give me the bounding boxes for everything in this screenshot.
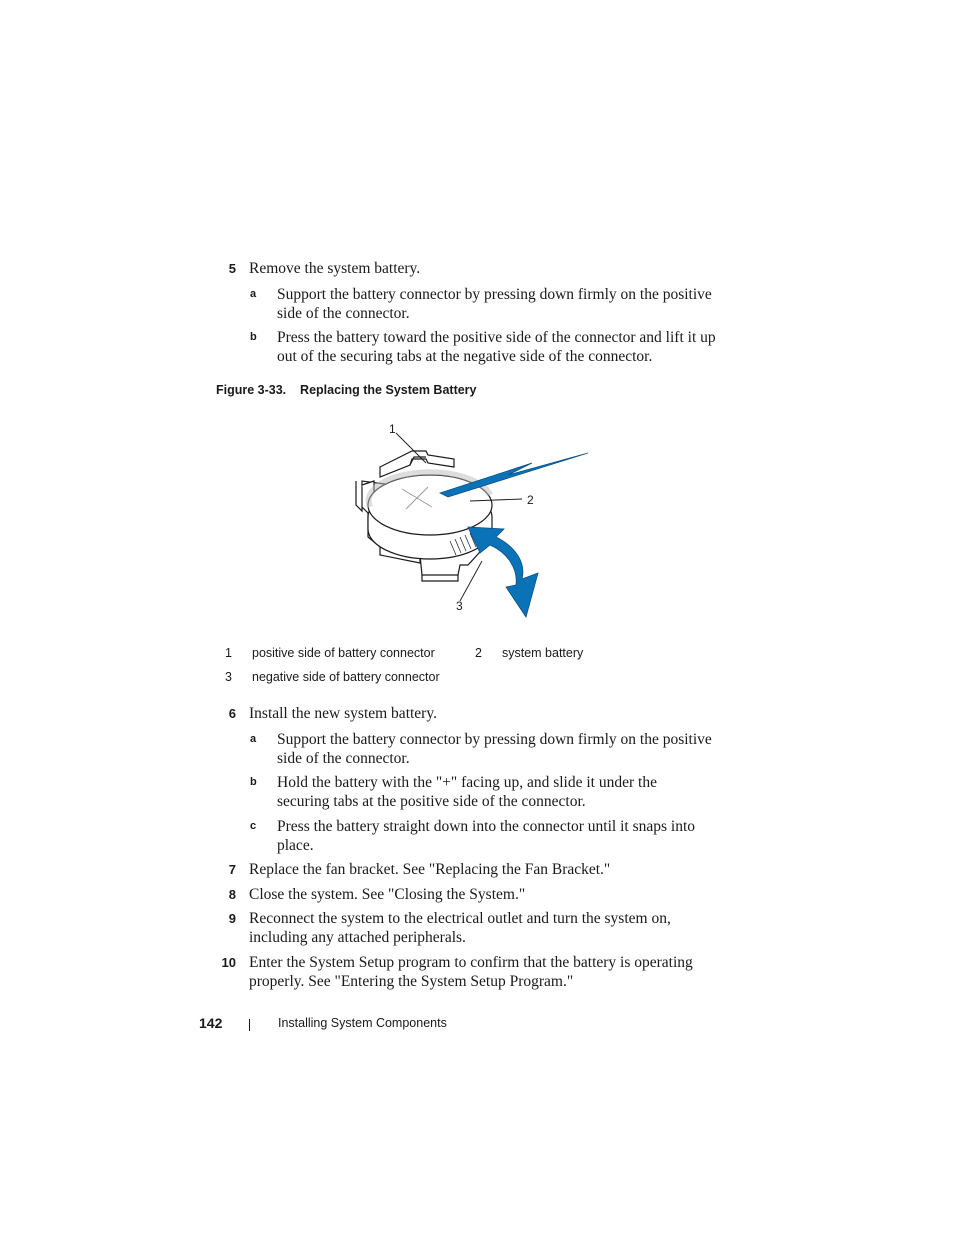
lift-direction-arrow-icon	[468, 527, 538, 617]
legend-text: positive side of battery connector	[252, 646, 435, 660]
legend-text: negative side of battery connector	[252, 670, 440, 684]
footer-section-title: Installing System Components	[278, 1016, 447, 1030]
substep-text: Press the battery toward the positive side of the connector and lift it up out of the securing tabs at the negative side of the connector.	[277, 329, 716, 365]
step-text: Remove the system battery.	[249, 260, 421, 277]
step-text: Reconnect the system to the electrical outlet and turn the system on, including any attached peripherals.	[249, 910, 671, 946]
battery-figure	[340, 415, 610, 630]
legend-text: system battery	[502, 646, 584, 660]
step-text: Install the new system battery.	[249, 705, 437, 722]
step-number: 5	[228, 261, 236, 276]
step-number: 6	[228, 706, 236, 721]
step-text: Close the system. See "Closing the System."	[249, 886, 526, 903]
legend-number: 3	[225, 670, 232, 684]
callout-1: 1	[389, 422, 396, 436]
substep-text: Support the battery connector by pressing down firmly on the positive side of the connector.	[277, 286, 712, 322]
page-number: 142	[199, 1015, 223, 1031]
figure-caption: Figure 3-33. Replacing the System Battery	[216, 383, 477, 397]
substep-letter: c	[250, 820, 257, 832]
substep-letter: b	[250, 331, 257, 343]
callout-3: 3	[456, 599, 463, 613]
battery-connector-illustration	[340, 415, 610, 625]
step-number: 7	[228, 862, 236, 877]
substep-letter: a	[250, 288, 257, 300]
step-text: Enter the System Setup program to confirm that the battery is operating properly. See "Entering the System Setup Program."	[249, 954, 693, 990]
substep-text: Press the battery straight down into the connector until it snaps into place.	[277, 818, 696, 854]
callout-2: 2	[527, 493, 534, 507]
substep-letter: b	[250, 776, 257, 788]
legend-number: 1	[225, 646, 232, 660]
step-number: 8	[228, 887, 236, 902]
step-text: Replace the fan bracket. See "Replacing the Fan Bracket."	[249, 861, 611, 878]
substep-text: Support the battery connector by pressing down firmly on the positive side of the connector.	[277, 731, 712, 767]
step-number: 9	[228, 911, 236, 926]
footer-divider	[249, 1019, 250, 1031]
substep-letter: a	[250, 733, 257, 745]
legend-number: 2	[475, 646, 482, 660]
substep-text: Hold the battery with the "+" facing up, and slide it under the securing tabs at the positive side of the connector.	[277, 774, 657, 810]
step-number: 10	[221, 955, 236, 970]
